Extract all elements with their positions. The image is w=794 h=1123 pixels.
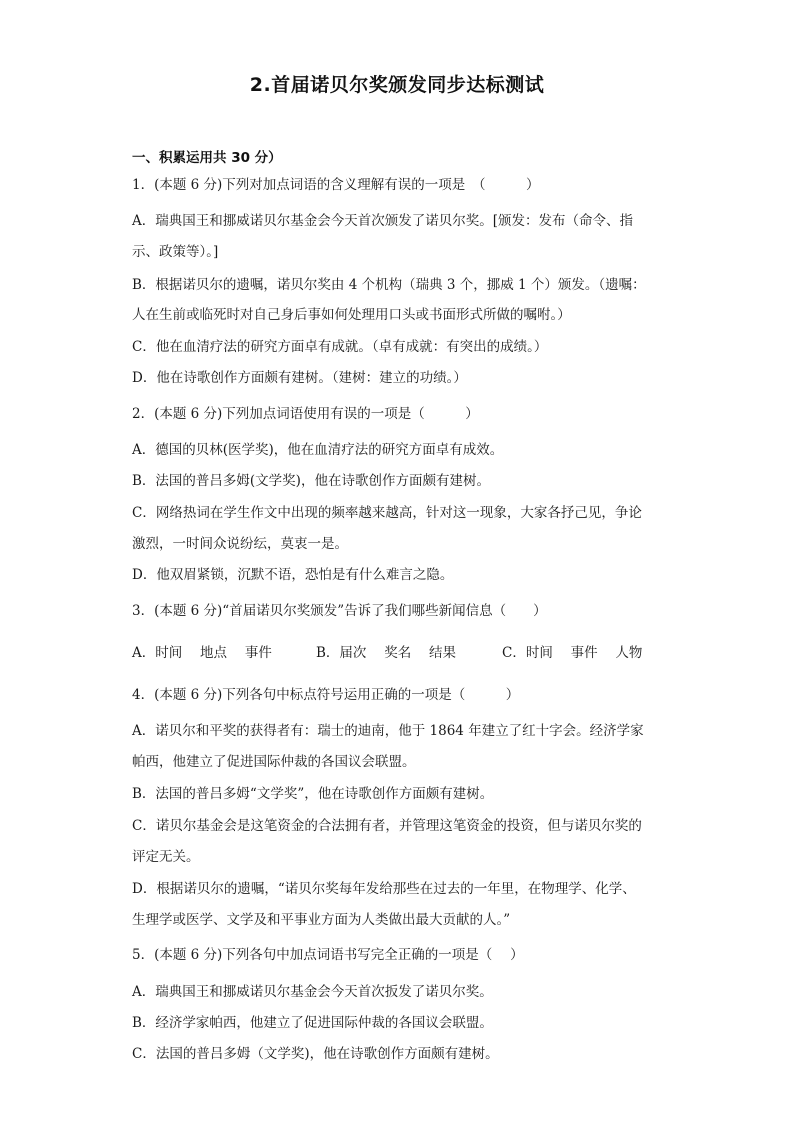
question-1-stem: 1．(本题 6 分)下列对加点词语的含义理解有误的一项是 （ ） bbox=[132, 177, 540, 193]
question-3-stem: 3．(本题 6 分)“首届诺贝尔奖颁发”告诉了我们哪些新闻信息（ ） bbox=[132, 603, 547, 619]
question-5-line: C．法国的普吕多姆（文学奖)，他在诗歌创作方面颇有建树。 bbox=[132, 1046, 499, 1062]
question-4-line: B．法国的普吕多姆“文学奖”，他在诗歌创作方面颇有建树。 bbox=[132, 786, 494, 802]
question-1-line: 示、政策等）。] bbox=[132, 244, 219, 260]
question-5-stem: 5．(本题 6 分)下列各句中加点词语书写完全正确的一项是（ ） bbox=[132, 947, 524, 963]
question-3-options bbox=[132, 644, 642, 662]
option-b: B．届次 奖名 结果 bbox=[316, 645, 457, 661]
question-4-line: 帕西，他建立了促进国际仲裁的各国议会联盟。 bbox=[132, 754, 416, 770]
question-1-line: 人在生前或临死时对自己身后事如何处理用口头或书面形式所做的嘱咐。） bbox=[132, 307, 571, 323]
question-4-stem: 4．(本题 6 分)下列各句中标点符号运用正确的一项是（ ） bbox=[132, 687, 520, 703]
question-2-stem: 2．(本题 6 分)下列加点词语使用有误的一项是（ ） bbox=[132, 406, 479, 422]
question-4-line: 生理学或医学、文学及和平事业方面为人类做出最大贡献的人。” bbox=[132, 912, 511, 928]
question-4-line: C．诺贝尔基金会是这笔资金的合法拥有者，并管理这笔资金的投资，但与诺贝尔奖的 bbox=[132, 818, 642, 834]
section-heading: 一、积累运用共 30 分） bbox=[132, 150, 282, 166]
question-1-line: C．他在血清疗法的研究方面卓有成就。（卓有成就：有突出的成绩。） bbox=[132, 339, 548, 355]
question-2-line: B．法国的普吕多姆(文学奖)，他在诗歌创作方面颇有建树。 bbox=[132, 473, 490, 489]
option-c: C．时间 事件 人物 bbox=[502, 645, 643, 661]
page-title: 2.首届诺贝尔奖颁发同步达标测试 bbox=[249, 74, 545, 96]
question-5-line: B．经济学家帕西，他建立了促进国际仲裁的各国议会联盟。 bbox=[132, 1015, 493, 1031]
question-5-line: A．瑞典国王和挪威诺贝尔基金会今天首次扳发了诺贝尔奖。 bbox=[132, 984, 493, 1000]
question-2-line: 激烈，一时间众说纷纭，莫衷一是。 bbox=[132, 536, 348, 552]
question-1-line: D．他在诗歌创作方面颇有建树。（建树：建立的功绩。） bbox=[132, 370, 467, 386]
question-4-line: 评定无关。 bbox=[132, 849, 200, 865]
option-a: A．时间 地点 事件 bbox=[132, 645, 272, 661]
question-2-line: A．德国的贝林(医学奖)，他在血清疗法的研究方面卓有成效。 bbox=[132, 442, 504, 458]
question-4-line: A．诺贝尔和平奖的获得者有：瑞士的迪南，他于 1864 年建立了红十字会。经济学家 bbox=[132, 723, 644, 739]
question-1-line: A．瑞典国王和挪威诺贝尔基金会今天首次颁发了诺贝尔奖。[颁发：发布（命令、指 bbox=[132, 213, 634, 229]
question-1-line: B．根据诺贝尔的遗嘱，诺贝尔奖由 4 个机构（瑞典 3 个，挪威 1 个）颁发。（遗嘱： bbox=[132, 277, 646, 293]
question-2-line: D．他双眉紧锁，沉默不语，恐怕是有什么难言之隐。 bbox=[132, 567, 454, 583]
question-4-line: D．根据诺贝尔的遗嘱，“诺贝尔奖每年发给那些在过去的一年里，在物理学、化学、 bbox=[132, 881, 636, 897]
question-2-line: C．网络热词在学生作文中出现的频率越来越高，针对这一现象，大家各抒己见，争论 bbox=[132, 505, 642, 521]
